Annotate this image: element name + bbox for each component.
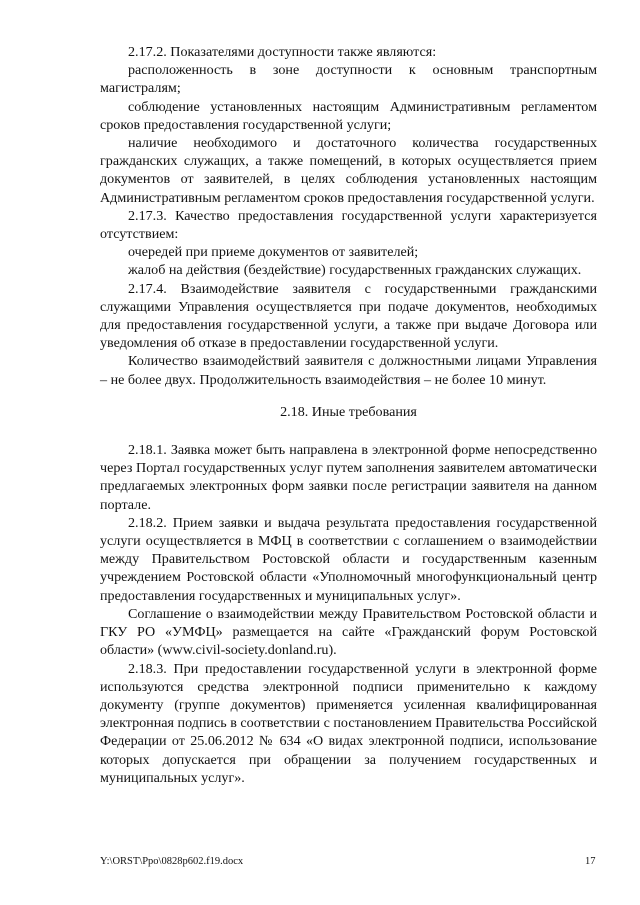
paragraph-accessibility-location: расположенность в зоне доступности к основным транспортным магистралям; — [100, 62, 597, 97]
paragraph-no-complaints: жалоб на действия (бездействие) государственных гражданских служащих. — [128, 262, 582, 279]
paragraph-2-17-3: 2.17.3. Качество предоставления государственной услуги характеризуется отсутствием: — [100, 207, 597, 243]
paragraph-2-18-2: 2.18.2. Прием заявки и выдача результата предоставления государственной услуги осуществляется в МФЦ в соответствии с соглашением о взаимодействии между Правительством Ростовской области и государственным казенным учреждением Ростовской области «Уполномочный многофункциональный центр предоставления государственных и муниципальных услуг». — [100, 514, 597, 604]
paragraph-no-queues: очередей при приеме документов от заявителей; — [128, 244, 419, 261]
paragraph-2-17-4: 2.17.4. Взаимодействие заявителя с государственными гражданскими служащими Управления осуществляется при подаче документов, необходимых для предоставления государственной услуги, а также при выдаче Договора или уведомления об отказе в предоставлении государственной услуги. — [100, 280, 597, 352]
footer-page-number: 17 — [585, 856, 596, 867]
document-body — [100, 43, 597, 787]
section-heading: 2.18. Иные требования — [280, 403, 417, 420]
paragraph-2-18-1: 2.18.1. Заявка может быть направлена в электронной форме непосредственно через Портал государственных услуг путем заполнения заявителем автоматически предлагаемых электронных форм заявки после регистрации заявителя на данном портале. — [100, 442, 597, 513]
paragraph-2-18-3: 2.18.3. При предоставлении государственной услуги в электронной форме используются средства электронной подписи применительно к каждому документу (группе документов) применяется усиленная квалифицированная электронная подпись в соответствии с постановлением Правительства Российской Федерации от 25.06.2012 № 634 «О видах электронной подписи, использование которых допускается при обращении за получением государственных и муниципальных услуг». — [100, 660, 597, 786]
paragraph-interaction-count: Количество взаимодействий заявителя с должностными лицами Управления – не более двух. Продолжительность взаимодействия – не более 10 минут. — [100, 353, 597, 388]
paragraph-staff-availability: наличие необходимого и достаточного количества государственных гражданских служащих, а также помещений, в которых осуществляется прием документов от заявителей, в целях соблюдения установленных настоящим Административным регламентом сроков предоставления государственной услуги. — [100, 135, 597, 206]
paragraph-2-17-2: 2.17.2. Показателями доступности также являются: — [128, 44, 437, 60]
footer-file-path: Y:\ORST\Ppo\0828p602.f19.docx — [100, 856, 244, 867]
paragraph-deadline-compliance: соблюдение установленных настоящим Административным регламентом сроков предоставления государственной услуги; — [100, 98, 597, 133]
paragraph-agreement: Соглашение о взаимодействии между Правительством Ростовской области и ГКУ РО «УМФЦ» размещается на сайте «Гражданский форум Ростовской области» (www.civil-society.donland.ru). — [100, 605, 597, 659]
